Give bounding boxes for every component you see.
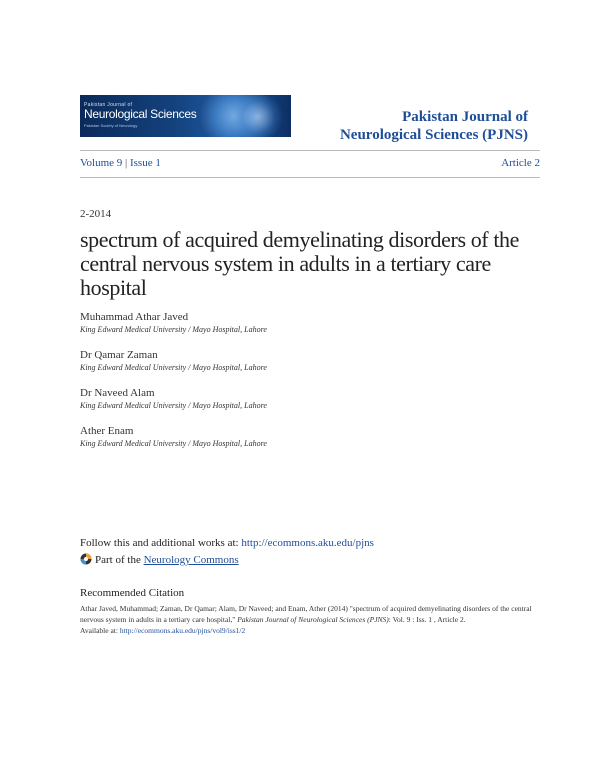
citation-volume: : Vol. 9 : Iss. 1 , Article 2. bbox=[388, 615, 466, 624]
banner-sub-text: Pakistan Society of Neurology bbox=[84, 123, 138, 128]
issue-link[interactable]: Issue 1 bbox=[129, 157, 161, 169]
journal-name-link[interactable] bbox=[340, 108, 528, 144]
author-entry bbox=[80, 386, 540, 424]
issue-bar bbox=[80, 150, 540, 178]
recommended-citation-body bbox=[80, 603, 540, 636]
repository-link[interactable]: http://ecommons.aku.edu/pjns bbox=[241, 537, 374, 549]
recommended-citation-heading: Recommended Citation bbox=[80, 587, 185, 599]
author-entry bbox=[80, 348, 540, 386]
neurology-commons-link[interactable]: Neurology Commons bbox=[143, 554, 239, 566]
volume-link[interactable]: Volume 9 bbox=[80, 157, 123, 169]
issue-separator: | bbox=[125, 157, 128, 169]
citation-journal: Pakistan Journal of Neurological Sciences (PJNS) bbox=[237, 615, 389, 624]
journal-banner-logo[interactable] bbox=[80, 95, 291, 137]
follow-line bbox=[80, 537, 374, 549]
author-affiliation: King Edward Medical University / Mayo Hospital, Lahore bbox=[80, 325, 267, 334]
author-affiliation: King Edward Medical University / Mayo Hospital, Lahore bbox=[80, 439, 267, 448]
citation-text: Athar Javed, Muhammad; Zaman, Dr Qamar; Alam, Dr Naveed; and Enam, Ather (2014) "spectrum of acquired demyelinating disorders of the central nervous system in adults in a tertiary care hospital," bbox=[80, 604, 532, 624]
part-of-line bbox=[80, 553, 239, 566]
part-of-text: Part of the bbox=[95, 554, 144, 566]
author-name: Muhammad Athar Javed bbox=[80, 311, 189, 323]
publication-date: 2-2014 bbox=[80, 208, 112, 220]
available-label: Available at: bbox=[80, 626, 120, 635]
article-url-link[interactable]: http://ecommons.aku.edu/pjns/vol9/iss1/2 bbox=[119, 626, 246, 635]
author-name: Dr Naveed Alam bbox=[80, 387, 155, 399]
network-commons-icon bbox=[80, 553, 92, 565]
volume-issue bbox=[80, 157, 161, 169]
author-entry bbox=[80, 424, 540, 462]
author-list bbox=[80, 310, 540, 462]
article-title: spectrum of acquired demyelinating disorders of the central nervous system in adults in a tertiary care hospital bbox=[80, 227, 520, 300]
author-name: Dr Qamar Zaman bbox=[80, 349, 158, 361]
banner-small-text: Pakistan Journal of bbox=[84, 102, 133, 108]
author-name: Ather Enam bbox=[80, 425, 134, 437]
journal-name-line2: Neurological Sciences (PJNS) bbox=[339, 127, 528, 143]
article-link[interactable]: Article 2 bbox=[501, 157, 540, 169]
author-entry bbox=[80, 310, 540, 348]
journal-name-line1: Pakistan Journal of bbox=[402, 109, 528, 125]
follow-text: Follow this and additional works at: bbox=[80, 537, 242, 549]
banner-title: Neurological Sciences bbox=[84, 107, 197, 121]
author-affiliation: King Edward Medical University / Mayo Hospital, Lahore bbox=[80, 401, 267, 410]
brain-glow bbox=[230, 95, 286, 137]
author-affiliation: King Edward Medical University / Mayo Hospital, Lahore bbox=[80, 363, 267, 372]
